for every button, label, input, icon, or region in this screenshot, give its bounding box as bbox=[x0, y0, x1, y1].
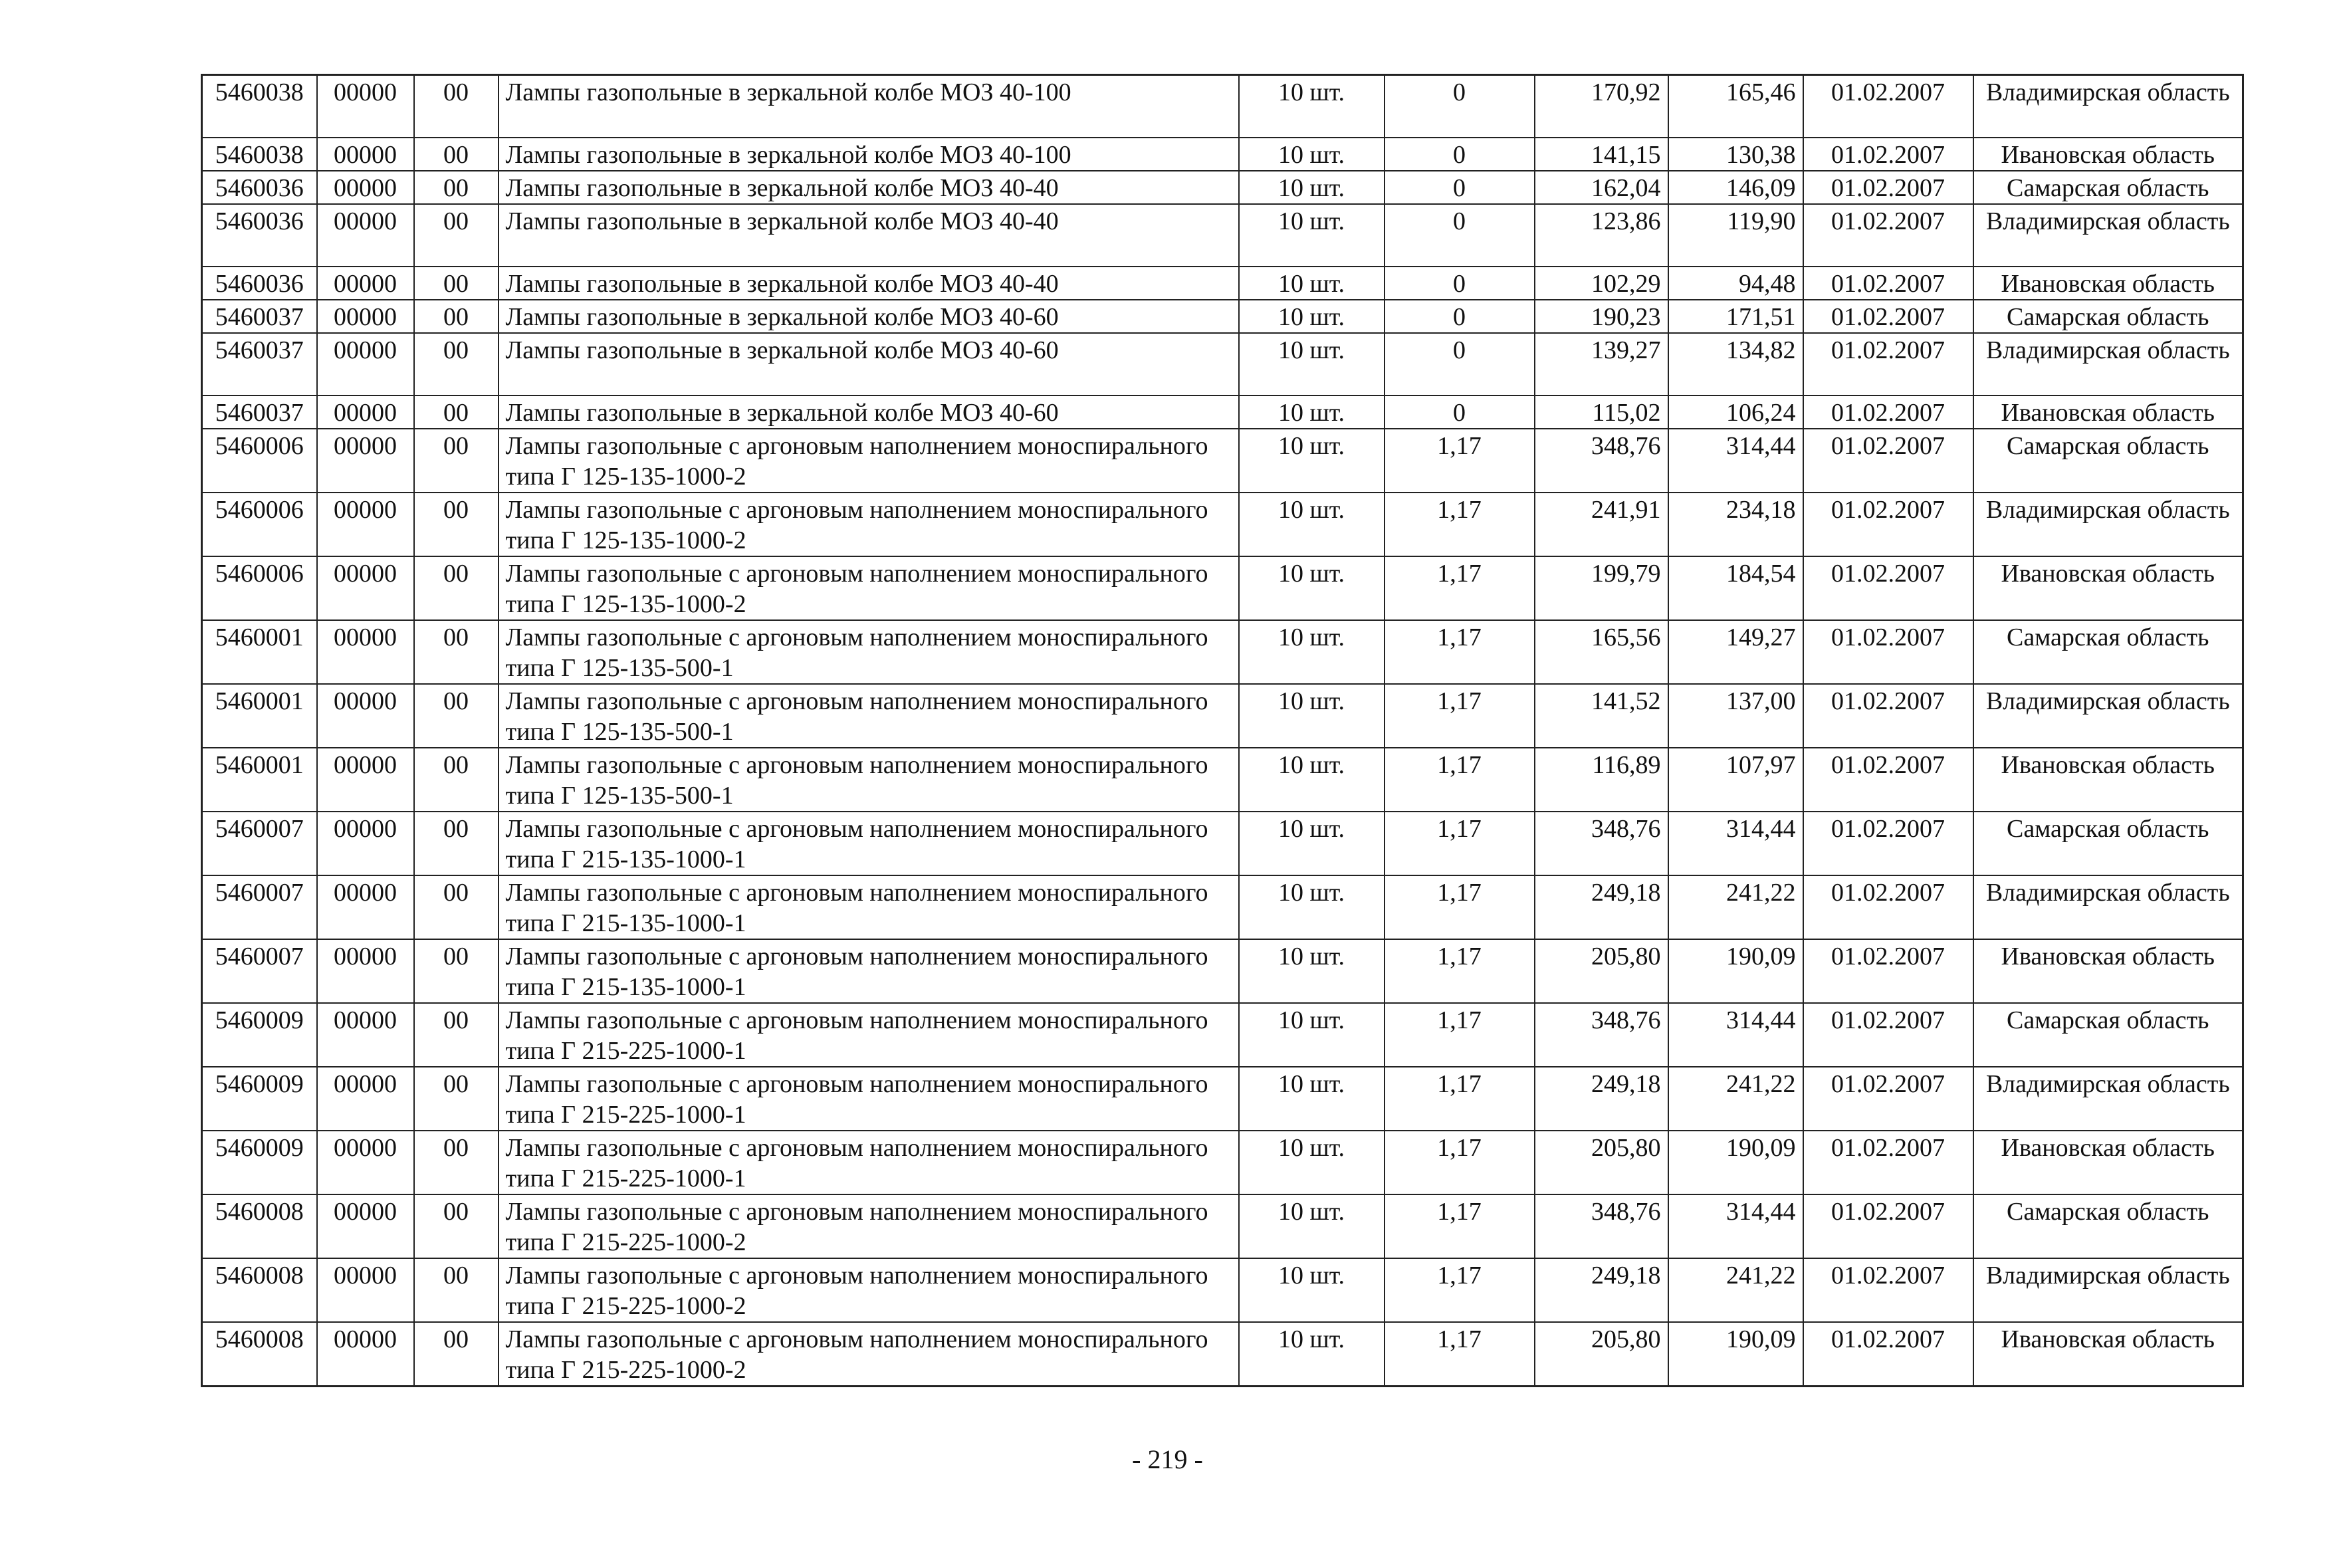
item-code-cell: 5460008 bbox=[202, 1258, 317, 1322]
price-cell: 241,91 bbox=[1535, 493, 1668, 556]
unit-cell: 10 шт. bbox=[1239, 267, 1385, 300]
price-cell: 139,27 bbox=[1535, 333, 1668, 395]
sub-code2-cell: 00 bbox=[414, 1194, 499, 1258]
sub-code-cell: 00000 bbox=[317, 138, 414, 171]
sub-code2-cell: 00 bbox=[414, 812, 499, 875]
rate-cell: 0 bbox=[1385, 75, 1535, 138]
price-net-cell: 314,44 bbox=[1668, 812, 1803, 875]
price-cell: 249,18 bbox=[1535, 875, 1668, 939]
item-name-cell: Лампы газопольные с аргоновым наполнением моноспирального типа Г 125-135-500-1 bbox=[499, 684, 1239, 748]
rate-cell: 0 bbox=[1385, 333, 1535, 395]
date-cell: 01.02.2007 bbox=[1803, 1322, 1973, 1387]
sub-code2-cell: 00 bbox=[414, 556, 499, 620]
price-cell: 141,52 bbox=[1535, 684, 1668, 748]
rate-cell: 0 bbox=[1385, 204, 1535, 267]
rate-cell: 0 bbox=[1385, 267, 1535, 300]
unit-cell: 10 шт. bbox=[1239, 333, 1385, 395]
price-cell: 170,92 bbox=[1535, 75, 1668, 138]
sub-code-cell: 00000 bbox=[317, 620, 414, 684]
item-name-cell: Лампы газопольные в зеркальной колбе МОЗ 40-60 bbox=[499, 333, 1239, 395]
unit-cell: 10 шт. bbox=[1239, 1067, 1385, 1131]
table-row bbox=[202, 875, 2243, 939]
item-code-cell: 5460007 bbox=[202, 939, 317, 1003]
date-cell: 01.02.2007 bbox=[1803, 429, 1973, 493]
table-row bbox=[202, 620, 2243, 684]
item-name-cell: Лампы газопольные в зеркальной колбе МОЗ 40-40 bbox=[499, 204, 1239, 267]
table-row bbox=[202, 1003, 2243, 1067]
rate-cell: 1,17 bbox=[1385, 1322, 1535, 1387]
item-name-cell: Лампы газопольные с аргоновым наполнением моноспирального типа Г 215-225-1000-2 bbox=[499, 1322, 1239, 1387]
price-net-cell: 146,09 bbox=[1668, 171, 1803, 204]
item-name-cell: Лампы газопольные с аргоновым наполнением моноспирального типа Г 125-135-1000-2 bbox=[499, 429, 1239, 493]
item-code-cell: 5460036 bbox=[202, 171, 317, 204]
rate-cell: 0 bbox=[1385, 300, 1535, 333]
item-name-cell: Лампы газопольные с аргоновым наполнением моноспирального типа Г 125-135-1000-2 bbox=[499, 493, 1239, 556]
sub-code-cell: 00000 bbox=[317, 204, 414, 267]
rate-cell: 1,17 bbox=[1385, 1003, 1535, 1067]
sub-code-cell: 00000 bbox=[317, 875, 414, 939]
sub-code2-cell: 00 bbox=[414, 204, 499, 267]
date-cell: 01.02.2007 bbox=[1803, 138, 1973, 171]
region-cell: Ивановская область bbox=[1973, 1322, 2243, 1387]
item-code-cell: 5460001 bbox=[202, 620, 317, 684]
date-cell: 01.02.2007 bbox=[1803, 875, 1973, 939]
rate-cell: 1,17 bbox=[1385, 1067, 1535, 1131]
sub-code2-cell: 00 bbox=[414, 875, 499, 939]
date-cell: 01.02.2007 bbox=[1803, 748, 1973, 812]
price-net-cell: 94,48 bbox=[1668, 267, 1803, 300]
region-cell: Самарская область bbox=[1973, 1194, 2243, 1258]
price-net-cell: 134,82 bbox=[1668, 333, 1803, 395]
sub-code-cell: 00000 bbox=[317, 1003, 414, 1067]
item-name-cell: Лампы газопольные с аргоновым наполнением моноспирального типа Г 215-135-1000-1 bbox=[499, 939, 1239, 1003]
sub-code-cell: 00000 bbox=[317, 1258, 414, 1322]
table-row bbox=[202, 395, 2243, 429]
region-cell: Ивановская область bbox=[1973, 939, 2243, 1003]
rate-cell: 1,17 bbox=[1385, 812, 1535, 875]
region-cell: Владимирская область bbox=[1973, 1067, 2243, 1131]
table-row bbox=[202, 1194, 2243, 1258]
price-net-cell: 190,09 bbox=[1668, 1131, 1803, 1194]
item-code-cell: 5460001 bbox=[202, 684, 317, 748]
price-cell: 141,15 bbox=[1535, 138, 1668, 171]
date-cell: 01.02.2007 bbox=[1803, 1194, 1973, 1258]
item-name-cell: Лампы газопольные в зеркальной колбе МОЗ 40-100 bbox=[499, 75, 1239, 138]
table-row bbox=[202, 939, 2243, 1003]
sub-code-cell: 00000 bbox=[317, 939, 414, 1003]
date-cell: 01.02.2007 bbox=[1803, 300, 1973, 333]
price-net-cell: 190,09 bbox=[1668, 1322, 1803, 1387]
sub-code-cell: 00000 bbox=[317, 812, 414, 875]
price-net-cell: 119,90 bbox=[1668, 204, 1803, 267]
date-cell: 01.02.2007 bbox=[1803, 1131, 1973, 1194]
region-cell: Самарская область bbox=[1973, 620, 2243, 684]
price-net-cell: 130,38 bbox=[1668, 138, 1803, 171]
sub-code-cell: 00000 bbox=[317, 748, 414, 812]
item-code-cell: 5460036 bbox=[202, 204, 317, 267]
price-cell: 249,18 bbox=[1535, 1067, 1668, 1131]
unit-cell: 10 шт. bbox=[1239, 75, 1385, 138]
sub-code-cell: 00000 bbox=[317, 493, 414, 556]
sub-code-cell: 00000 bbox=[317, 684, 414, 748]
price-cell: 190,23 bbox=[1535, 300, 1668, 333]
unit-cell: 10 шт. bbox=[1239, 1194, 1385, 1258]
date-cell: 01.02.2007 bbox=[1803, 75, 1973, 138]
price-cell: 348,76 bbox=[1535, 1194, 1668, 1258]
unit-cell: 10 шт. bbox=[1239, 171, 1385, 204]
table-row bbox=[202, 684, 2243, 748]
item-name-cell: Лампы газопольные в зеркальной колбе МОЗ 40-60 bbox=[499, 395, 1239, 429]
item-name-cell: Лампы газопольные с аргоновым наполнением моноспирального типа Г 215-225-1000-1 bbox=[499, 1131, 1239, 1194]
table-row bbox=[202, 333, 2243, 395]
date-cell: 01.02.2007 bbox=[1803, 171, 1973, 204]
price-cell: 123,86 bbox=[1535, 204, 1668, 267]
unit-cell: 10 шт. bbox=[1239, 1131, 1385, 1194]
date-cell: 01.02.2007 bbox=[1803, 556, 1973, 620]
region-cell: Ивановская область bbox=[1973, 748, 2243, 812]
item-name-cell: Лампы газопольные с аргоновым наполнением моноспирального типа Г 215-225-1000-1 bbox=[499, 1003, 1239, 1067]
item-code-cell: 5460001 bbox=[202, 748, 317, 812]
item-name-cell: Лампы газопольные с аргоновым наполнением моноспирального типа Г 215-225-1000-2 bbox=[499, 1194, 1239, 1258]
table-body bbox=[202, 75, 2243, 1387]
table-row bbox=[202, 556, 2243, 620]
sub-code2-cell: 00 bbox=[414, 939, 499, 1003]
sub-code2-cell: 00 bbox=[414, 75, 499, 138]
rate-cell: 1,17 bbox=[1385, 1258, 1535, 1322]
item-name-cell: Лампы газопольные с аргоновым наполнением моноспирального типа Г 215-225-1000-1 bbox=[499, 1067, 1239, 1131]
region-cell: Ивановская область bbox=[1973, 267, 2243, 300]
unit-cell: 10 шт. bbox=[1239, 395, 1385, 429]
region-cell: Самарская область bbox=[1973, 1003, 2243, 1067]
date-cell: 01.02.2007 bbox=[1803, 333, 1973, 395]
price-cell: 102,29 bbox=[1535, 267, 1668, 300]
price-net-cell: 171,51 bbox=[1668, 300, 1803, 333]
price-net-cell: 106,24 bbox=[1668, 395, 1803, 429]
table-row bbox=[202, 1258, 2243, 1322]
region-cell: Самарская область bbox=[1973, 429, 2243, 493]
date-cell: 01.02.2007 bbox=[1803, 395, 1973, 429]
region-cell: Ивановская область bbox=[1973, 395, 2243, 429]
rate-cell: 1,17 bbox=[1385, 875, 1535, 939]
price-net-cell: 241,22 bbox=[1668, 875, 1803, 939]
unit-cell: 10 шт. bbox=[1239, 138, 1385, 171]
price-net-cell: 190,09 bbox=[1668, 939, 1803, 1003]
item-name-cell: Лампы газопольные с аргоновым наполнением моноспирального типа Г 125-135-500-1 bbox=[499, 748, 1239, 812]
item-code-cell: 5460009 bbox=[202, 1131, 317, 1194]
price-net-cell: 137,00 bbox=[1668, 684, 1803, 748]
rate-cell: 1,17 bbox=[1385, 1131, 1535, 1194]
unit-cell: 10 шт. bbox=[1239, 1258, 1385, 1322]
item-code-cell: 5460008 bbox=[202, 1322, 317, 1387]
item-code-cell: 5460008 bbox=[202, 1194, 317, 1258]
table-row bbox=[202, 493, 2243, 556]
item-code-cell: 5460037 bbox=[202, 395, 317, 429]
unit-cell: 10 шт. bbox=[1239, 556, 1385, 620]
rate-cell: 0 bbox=[1385, 171, 1535, 204]
region-cell: Самарская область bbox=[1973, 812, 2243, 875]
region-cell: Ивановская область bbox=[1973, 556, 2243, 620]
sub-code-cell: 00000 bbox=[317, 1067, 414, 1131]
region-cell: Владимирская область bbox=[1973, 75, 2243, 138]
price-net-cell: 314,44 bbox=[1668, 429, 1803, 493]
sub-code2-cell: 00 bbox=[414, 493, 499, 556]
rate-cell: 1,17 bbox=[1385, 684, 1535, 748]
sub-code2-cell: 00 bbox=[414, 171, 499, 204]
unit-cell: 10 шт. bbox=[1239, 429, 1385, 493]
price-net-cell: 165,46 bbox=[1668, 75, 1803, 138]
price-cell: 162,04 bbox=[1535, 171, 1668, 204]
table-row bbox=[202, 812, 2243, 875]
date-cell: 01.02.2007 bbox=[1803, 939, 1973, 1003]
region-cell: Владимирская область bbox=[1973, 493, 2243, 556]
price-cell: 205,80 bbox=[1535, 1322, 1668, 1387]
unit-cell: 10 шт. bbox=[1239, 493, 1385, 556]
price-net-cell: 107,97 bbox=[1668, 748, 1803, 812]
item-name-cell: Лампы газопольные в зеркальной колбе МОЗ 40-40 bbox=[499, 267, 1239, 300]
rate-cell: 0 bbox=[1385, 138, 1535, 171]
table-row bbox=[202, 267, 2243, 300]
sub-code-cell: 00000 bbox=[317, 171, 414, 204]
unit-cell: 10 шт. bbox=[1239, 748, 1385, 812]
region-cell: Владимирская область bbox=[1973, 1258, 2243, 1322]
unit-cell: 10 шт. bbox=[1239, 939, 1385, 1003]
sub-code-cell: 00000 bbox=[317, 429, 414, 493]
rate-cell: 1,17 bbox=[1385, 429, 1535, 493]
price-cell: 348,76 bbox=[1535, 812, 1668, 875]
table-row bbox=[202, 138, 2243, 171]
table-row bbox=[202, 300, 2243, 333]
item-code-cell: 5460038 bbox=[202, 75, 317, 138]
sub-code2-cell: 00 bbox=[414, 429, 499, 493]
region-cell: Ивановская область bbox=[1973, 138, 2243, 171]
rate-cell: 1,17 bbox=[1385, 493, 1535, 556]
sub-code2-cell: 00 bbox=[414, 1131, 499, 1194]
item-name-cell: Лампы газопольные с аргоновым наполнением моноспирального типа Г 215-225-1000-2 bbox=[499, 1258, 1239, 1322]
item-code-cell: 5460007 bbox=[202, 812, 317, 875]
table-row bbox=[202, 429, 2243, 493]
date-cell: 01.02.2007 bbox=[1803, 812, 1973, 875]
sub-code-cell: 00000 bbox=[317, 1131, 414, 1194]
item-code-cell: 5460006 bbox=[202, 429, 317, 493]
sub-code-cell: 00000 bbox=[317, 1322, 414, 1387]
sub-code2-cell: 00 bbox=[414, 748, 499, 812]
rate-cell: 1,17 bbox=[1385, 556, 1535, 620]
table-row bbox=[202, 171, 2243, 204]
region-cell: Владимирская область bbox=[1973, 684, 2243, 748]
item-code-cell: 5460006 bbox=[202, 556, 317, 620]
sub-code-cell: 00000 bbox=[317, 333, 414, 395]
region-cell: Владимирская область bbox=[1973, 204, 2243, 267]
item-code-cell: 5460037 bbox=[202, 333, 317, 395]
rate-cell: 1,17 bbox=[1385, 748, 1535, 812]
unit-cell: 10 шт. bbox=[1239, 875, 1385, 939]
table-row bbox=[202, 204, 2243, 267]
sub-code-cell: 00000 bbox=[317, 75, 414, 138]
price-net-cell: 149,27 bbox=[1668, 620, 1803, 684]
item-name-cell: Лампы газопольные с аргоновым наполнением моноспирального типа Г 215-135-1000-1 bbox=[499, 812, 1239, 875]
sub-code2-cell: 00 bbox=[414, 267, 499, 300]
date-cell: 01.02.2007 bbox=[1803, 204, 1973, 267]
item-name-cell: Лампы газопольные с аргоновым наполнением моноспирального типа Г 215-135-1000-1 bbox=[499, 875, 1239, 939]
table-row bbox=[202, 748, 2243, 812]
rate-cell: 1,17 bbox=[1385, 1194, 1535, 1258]
unit-cell: 10 шт. bbox=[1239, 812, 1385, 875]
price-cell: 205,80 bbox=[1535, 1131, 1668, 1194]
sub-code2-cell: 00 bbox=[414, 300, 499, 333]
item-name-cell: Лампы газопольные с аргоновым наполнением моноспирального типа Г 125-135-500-1 bbox=[499, 620, 1239, 684]
item-name-cell: Лампы газопольные в зеркальной колбе МОЗ 40-100 bbox=[499, 138, 1239, 171]
region-cell: Владимирская область bbox=[1973, 333, 2243, 395]
item-name-cell: Лампы газопольные в зеркальной колбе МОЗ 40-40 bbox=[499, 171, 1239, 204]
table-row bbox=[202, 1067, 2243, 1131]
region-cell: Владимирская область bbox=[1973, 875, 2243, 939]
sub-code-cell: 00000 bbox=[317, 267, 414, 300]
sub-code-cell: 00000 bbox=[317, 300, 414, 333]
table-row bbox=[202, 1322, 2243, 1387]
item-code-cell: 5460038 bbox=[202, 138, 317, 171]
sub-code2-cell: 00 bbox=[414, 1258, 499, 1322]
price-cell: 348,76 bbox=[1535, 1003, 1668, 1067]
sub-code2-cell: 00 bbox=[414, 395, 499, 429]
item-code-cell: 5460037 bbox=[202, 300, 317, 333]
item-code-cell: 5460009 bbox=[202, 1067, 317, 1131]
item-code-cell: 5460007 bbox=[202, 875, 317, 939]
sub-code2-cell: 00 bbox=[414, 620, 499, 684]
price-net-cell: 241,22 bbox=[1668, 1067, 1803, 1131]
sub-code2-cell: 00 bbox=[414, 333, 499, 395]
item-code-cell: 5460036 bbox=[202, 267, 317, 300]
date-cell: 01.02.2007 bbox=[1803, 620, 1973, 684]
table-row bbox=[202, 1131, 2243, 1194]
unit-cell: 10 шт. bbox=[1239, 1003, 1385, 1067]
unit-cell: 10 шт. bbox=[1239, 204, 1385, 267]
price-net-cell: 234,18 bbox=[1668, 493, 1803, 556]
price-cell: 116,89 bbox=[1535, 748, 1668, 812]
sub-code2-cell: 00 bbox=[414, 1003, 499, 1067]
price-net-cell: 184,54 bbox=[1668, 556, 1803, 620]
unit-cell: 10 шт. bbox=[1239, 300, 1385, 333]
date-cell: 01.02.2007 bbox=[1803, 1258, 1973, 1322]
date-cell: 01.02.2007 bbox=[1803, 267, 1973, 300]
date-cell: 01.02.2007 bbox=[1803, 1067, 1973, 1131]
price-cell: 115,02 bbox=[1535, 395, 1668, 429]
rate-cell: 1,17 bbox=[1385, 939, 1535, 1003]
sub-code-cell: 00000 bbox=[317, 395, 414, 429]
price-cell: 165,56 bbox=[1535, 620, 1668, 684]
date-cell: 01.02.2007 bbox=[1803, 493, 1973, 556]
rate-cell: 1,17 bbox=[1385, 620, 1535, 684]
sub-code-cell: 00000 bbox=[317, 1194, 414, 1258]
item-name-cell: Лампы газопольные в зеркальной колбе МОЗ 40-60 bbox=[499, 300, 1239, 333]
price-cell: 205,80 bbox=[1535, 939, 1668, 1003]
sub-code2-cell: 00 bbox=[414, 684, 499, 748]
price-cell: 199,79 bbox=[1535, 556, 1668, 620]
unit-cell: 10 шт. bbox=[1239, 620, 1385, 684]
price-net-cell: 241,22 bbox=[1668, 1258, 1803, 1322]
item-code-cell: 5460006 bbox=[202, 493, 317, 556]
unit-cell: 10 шт. bbox=[1239, 1322, 1385, 1387]
date-cell: 01.02.2007 bbox=[1803, 684, 1973, 748]
region-cell: Ивановская область bbox=[1973, 1131, 2243, 1194]
item-name-cell: Лампы газопольные с аргоновым наполнением моноспирального типа Г 125-135-1000-2 bbox=[499, 556, 1239, 620]
price-net-cell: 314,44 bbox=[1668, 1194, 1803, 1258]
price-cell: 249,18 bbox=[1535, 1258, 1668, 1322]
sub-code2-cell: 00 bbox=[414, 1322, 499, 1387]
rate-cell: 0 bbox=[1385, 395, 1535, 429]
price-cell: 348,76 bbox=[1535, 429, 1668, 493]
table-row bbox=[202, 75, 2243, 138]
region-cell: Самарская область bbox=[1973, 300, 2243, 333]
sub-code-cell: 00000 bbox=[317, 556, 414, 620]
sub-code2-cell: 00 bbox=[414, 1067, 499, 1131]
sub-code2-cell: 00 bbox=[414, 138, 499, 171]
date-cell: 01.02.2007 bbox=[1803, 1003, 1973, 1067]
price-table bbox=[201, 74, 2244, 1387]
item-code-cell: 5460009 bbox=[202, 1003, 317, 1067]
price-net-cell: 314,44 bbox=[1668, 1003, 1803, 1067]
unit-cell: 10 шт. bbox=[1239, 684, 1385, 748]
page-number: - 219 - bbox=[1132, 1444, 1203, 1474]
region-cell: Самарская область bbox=[1973, 171, 2243, 204]
